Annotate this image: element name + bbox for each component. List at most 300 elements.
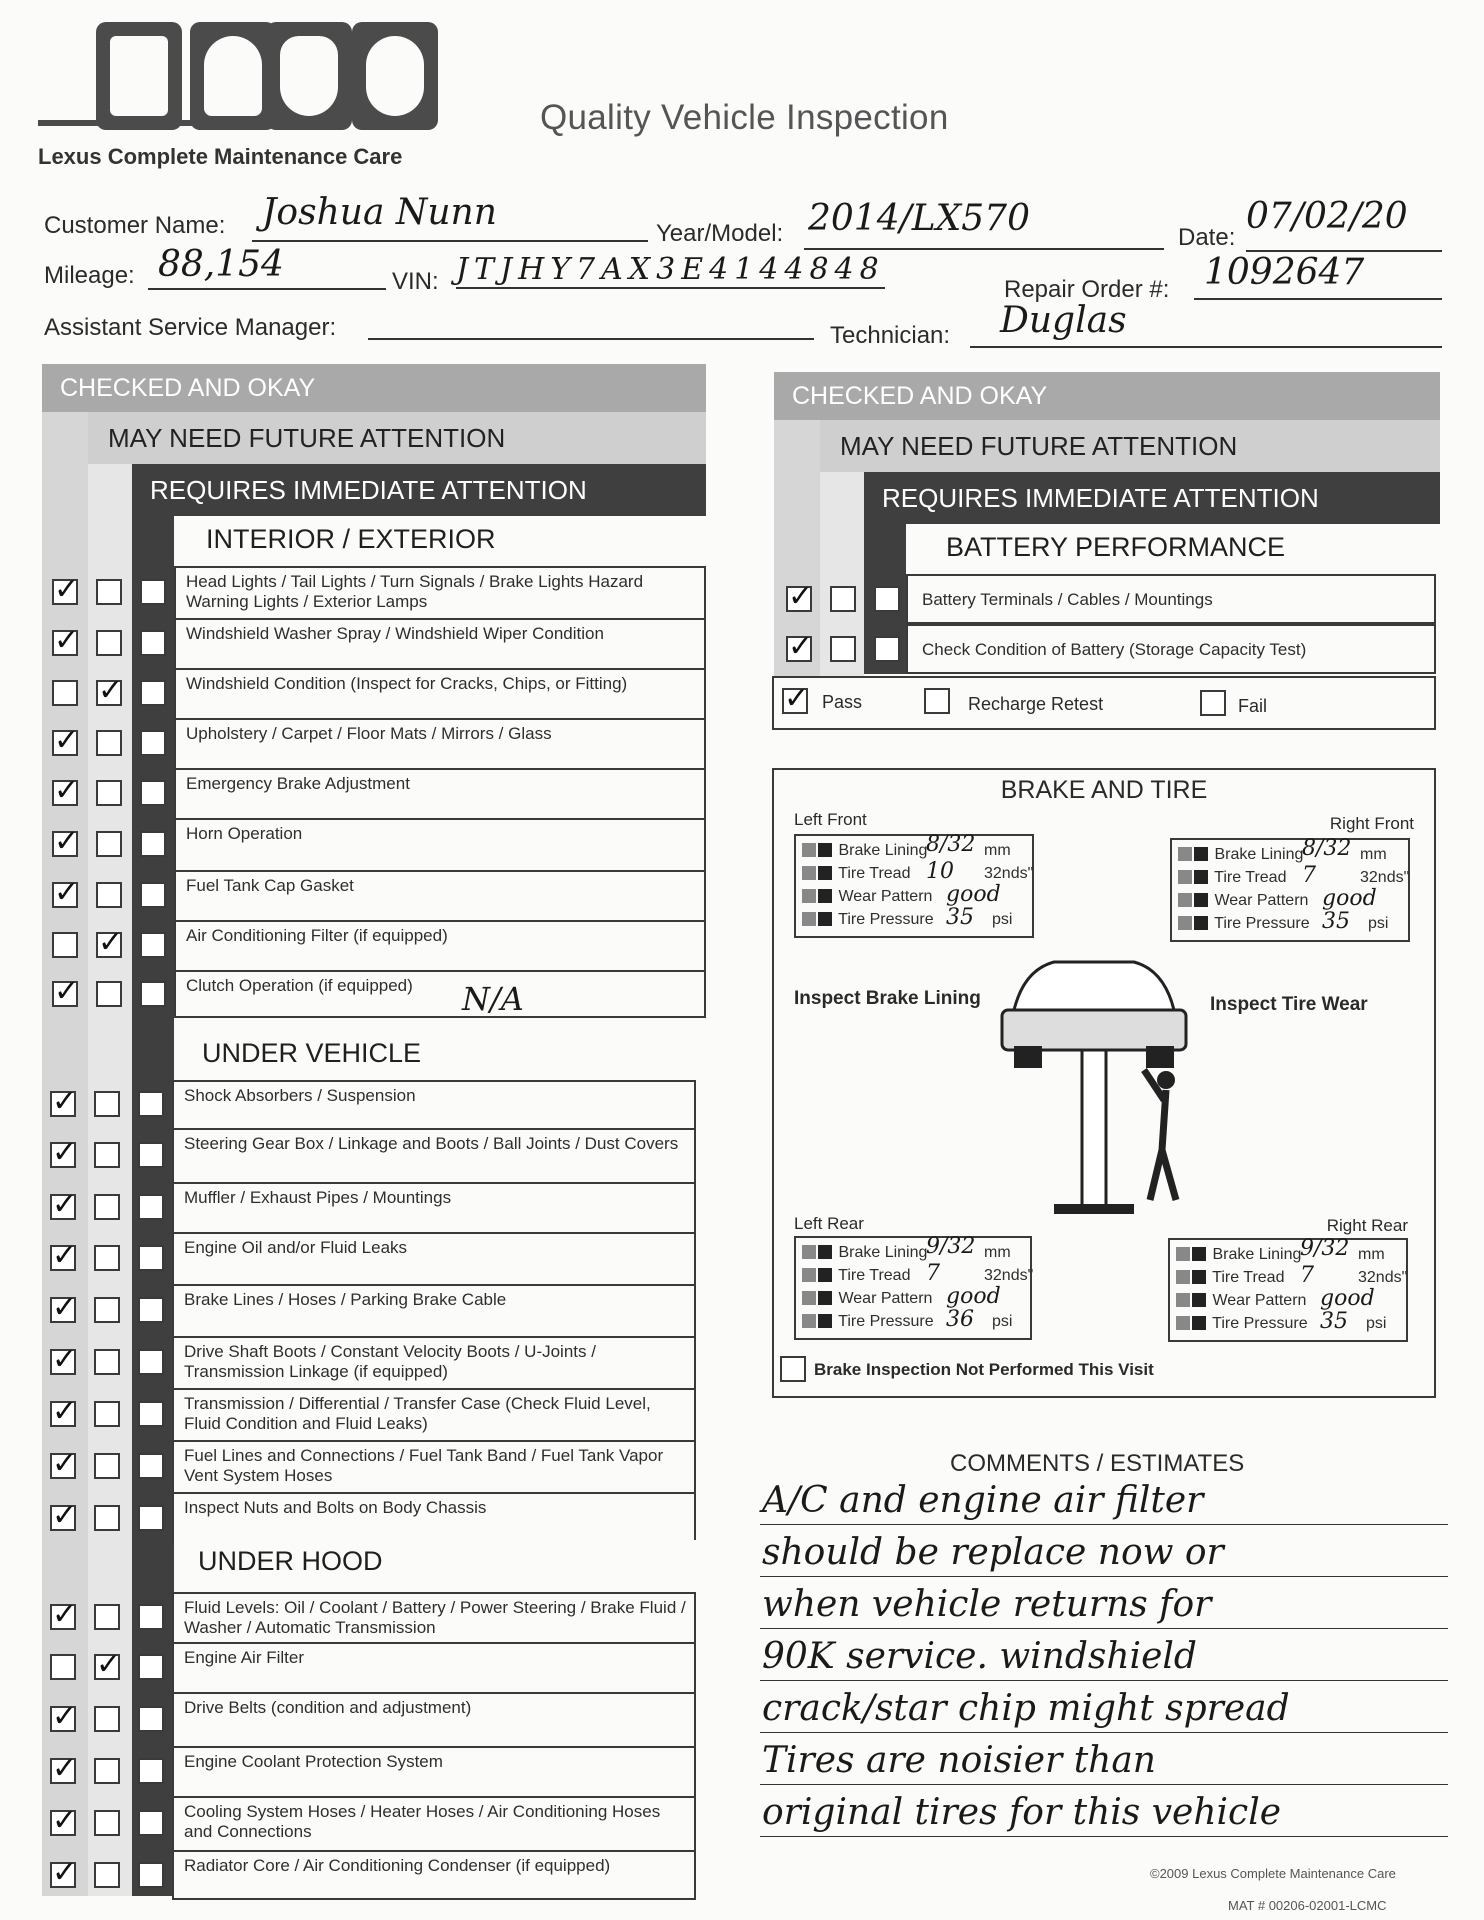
tire-tread-row [802, 1267, 910, 1285]
immediate-checkbox[interactable] [138, 1245, 164, 1271]
pass-check-mark: ✓ [784, 682, 810, 715]
comment-line-text[interactable]: Tires are noisier than [762, 1740, 1156, 1781]
immediate-checkbox[interactable] [138, 1505, 164, 1531]
left-front-box [794, 834, 1034, 938]
tire-field-label: Tire Tread [838, 865, 911, 882]
checklist-item-label: Fuel Lines and Connections / Fuel Tank Band / Fuel Tank Vapor Vent System Hoses [184, 1446, 664, 1485]
ok-checkbox[interactable] [50, 1654, 76, 1680]
future-checkbox[interactable] [94, 1142, 120, 1168]
immediate-checkbox[interactable] [138, 1297, 164, 1323]
tire-unit-label: psi [1368, 915, 1389, 932]
immediate-checkbox[interactable] [140, 932, 166, 958]
checklist-row [54, 768, 706, 818]
checked-square-icon [1176, 1316, 1190, 1330]
checklist-item-label: Fluid Levels: Oil / Coolant / Battery / Power Steering / Brake Fluid / Washer / Automatic Transmission [184, 1598, 686, 1637]
checklist-row [54, 870, 706, 920]
asm-label: Assistant Service Manager: [44, 314, 337, 341]
checked-square-icon [1178, 870, 1192, 884]
brake-tire-heading: BRAKE AND TIRE [1000, 776, 1208, 804]
brake-tire-panel [772, 768, 1436, 1398]
checked-square-icon [1176, 1270, 1190, 1284]
tire-pattern-value[interactable]: good [1320, 1286, 1375, 1311]
immediate-checkbox[interactable] [874, 586, 900, 612]
tire-field-label: Tire Pressure [838, 911, 934, 928]
tire-pattern-row [1176, 1292, 1306, 1310]
immediate-square-icon [1194, 870, 1208, 884]
checked-square-icon [802, 1268, 816, 1282]
checklist-item-label: Engine Coolant Protection System [184, 1752, 443, 1771]
comment-rule [760, 1524, 1448, 1525]
tire-lining-value[interactable]: 9/32 [926, 1234, 976, 1259]
tire-lining-row [1178, 846, 1303, 864]
comment-rule [760, 1680, 1448, 1681]
battery-row [788, 624, 1436, 674]
immediate-checkbox[interactable] [140, 579, 166, 605]
immediate-square-icon [818, 1268, 832, 1282]
drop-tile-icon [266, 22, 352, 130]
comment-line-text[interactable]: original tires for this vehicle [762, 1792, 1282, 1833]
technician-value[interactable]: Duglas [1000, 300, 1127, 341]
future-checkbox[interactable] [94, 1604, 120, 1630]
tire-field-label: Wear Pattern [1212, 1292, 1307, 1309]
tire-pattern-value[interactable]: good [946, 882, 1001, 907]
recharge-retest-checkbox[interactable] [924, 688, 950, 714]
battery-legend-checked: CHECKED AND OKAY [774, 372, 1440, 420]
right-rear-label: Right Rear [1326, 1216, 1408, 1235]
inspect-tire-wear-label: Inspect Tire Wear [1210, 994, 1368, 1015]
fail-checkbox[interactable] [1200, 690, 1226, 716]
future-checkbox[interactable] [94, 1862, 120, 1888]
tire-field-label: Brake Lining [838, 842, 928, 859]
check-mark: ✓ [98, 926, 124, 959]
future-checkbox[interactable] [94, 1505, 120, 1531]
immediate-square-icon [1194, 847, 1208, 861]
checked-square-icon [802, 1291, 816, 1305]
comment-line-text[interactable]: crack/star chip might spread [762, 1688, 1290, 1729]
tire-pressure-row [1176, 1315, 1308, 1333]
legend-immediate-band: REQUIRES IMMEDIATE ATTENTION [132, 464, 706, 516]
checklist-row [52, 1284, 696, 1336]
tire-lining-row [802, 1244, 927, 1262]
tire-tread-row [1178, 869, 1286, 887]
battery-item-label: Check Condition of Battery (Storage Capacity Test) [922, 640, 1307, 659]
future-checkbox[interactable] [94, 1297, 120, 1323]
customer-name-value[interactable]: Joshua Nunn [262, 192, 497, 233]
immediate-square-icon [818, 1291, 832, 1305]
checklist-row [54, 818, 706, 870]
mileage-value[interactable]: 88,154 [158, 244, 284, 285]
checklist-item-label: Drive Shaft Boots / Constant Velocity Boots / U-Joints / Transmission Linkage (if equipped) [184, 1342, 596, 1381]
logo-text: Lexus Complete Maintenance Care [38, 144, 403, 169]
logo-underline [38, 120, 318, 126]
future-checkbox[interactable] [94, 1706, 120, 1732]
immediate-checkbox[interactable] [138, 1706, 164, 1732]
tire-tread-value[interactable]: 7 [926, 1261, 940, 1286]
repair-order-label: Repair Order #: [1004, 276, 1170, 303]
check-mark: ✓ [52, 1343, 78, 1376]
date-label: Date: [1178, 224, 1236, 251]
tire-field-label: Tire Pressure [1212, 1315, 1308, 1332]
tire-pattern-value[interactable]: good [946, 1284, 1001, 1309]
checklist-row [54, 970, 706, 1018]
immediate-square-icon [818, 912, 832, 926]
check-mark: ✓ [52, 1804, 78, 1837]
tire-pressure-value[interactable]: 35 [1322, 909, 1350, 934]
checklist-row [52, 1492, 696, 1544]
immediate-square-icon [1192, 1247, 1206, 1261]
checked-square-icon [1176, 1247, 1190, 1261]
future-checkbox[interactable] [94, 1810, 120, 1836]
check-mark: ✓ [52, 1499, 78, 1532]
brake-not-performed-checkbox[interactable] [780, 1356, 806, 1382]
tire-pattern-row [802, 1290, 932, 1308]
immediate-checkbox[interactable] [140, 730, 166, 756]
repair-order-value[interactable]: 1092647 [1204, 252, 1365, 293]
battery-heading: BATTERY PERFORMANCE [946, 532, 1286, 562]
checklist-item-label: Cooling System Hoses / Heater Hoses / Air Conditioning Hoses and Connections [184, 1802, 661, 1841]
interior-exterior-heading: INTERIOR / EXTERIOR [206, 524, 496, 554]
checklist-row [52, 1692, 696, 1746]
right-rear-box [1168, 1238, 1408, 1342]
future-checkbox[interactable] [94, 1453, 120, 1479]
tire-pattern-row [802, 888, 932, 906]
future-checkbox[interactable] [94, 1245, 120, 1271]
wrench-tile-icon [96, 22, 182, 130]
vin-value[interactable]: JTJHY7AX3E4144848 [456, 252, 885, 287]
ok-checkbox[interactable] [52, 932, 78, 958]
check-mark: ✓ [52, 1085, 78, 1118]
right-front-box [1170, 838, 1410, 942]
immediate-checkbox[interactable] [138, 1758, 164, 1784]
check-mark: ✓ [98, 674, 124, 707]
checked-square-icon [1178, 893, 1192, 907]
check-mark: ✓ [54, 724, 80, 757]
checklist-item-label: Radiator Core / Air Conditioning Condenser (if equipped) [184, 1856, 611, 1875]
tire-field-label: Tire Tread [1212, 1269, 1285, 1286]
customer-name-line [252, 240, 648, 242]
immediate-checkbox[interactable] [874, 636, 900, 662]
tire-field-label: Tire Tread [838, 1267, 911, 1284]
immediate-square-icon [818, 1245, 832, 1259]
immediate-checkbox[interactable] [138, 1194, 164, 1220]
immediate-square-icon [1192, 1293, 1206, 1307]
checklist-row [54, 718, 706, 768]
year-model-line [804, 248, 1164, 250]
tire-field-label: Tire Tread [1214, 869, 1287, 886]
tire-pressure-row [1178, 915, 1310, 933]
checklist-item-label: Inspect Nuts and Bolts on Body Chassis [184, 1498, 487, 1517]
check-mark: ✓ [52, 1136, 78, 1169]
checked-square-icon [802, 1245, 816, 1259]
tire-unit-label: psi [992, 911, 1013, 928]
legend-checked-band: CHECKED AND OKAY [42, 364, 706, 412]
battery-legend-immediate: REQUIRES IMMEDIATE ATTENTION [864, 472, 1440, 524]
immediate-checkbox[interactable] [138, 1862, 164, 1888]
battery-legend-future: MAY NEED FUTURE ATTENTION [820, 420, 1440, 472]
checklist-item-label: Transmission / Differential / Transfer Case (Check Fluid Level, Fluid Condition and Fluid Leaks) [184, 1394, 651, 1433]
checklist-item-label: Head Lights / Tail Lights / Turn Signals / Brake Lights Hazard Warning Lights / Exterior Lamps [186, 572, 644, 611]
check-mark: ✓ [788, 580, 814, 613]
mileage-line [148, 288, 386, 290]
tire-field-label: Brake Lining [838, 1244, 928, 1261]
tire-tread-value[interactable]: 7 [1302, 863, 1316, 888]
check-mark: ✓ [52, 1395, 78, 1428]
check-mark: ✓ [54, 774, 80, 807]
tire-unit-label: 32nds" [984, 865, 1034, 882]
checklist-item-label: Drive Belts (condition and adjustment) [184, 1698, 472, 1717]
tire-pressure-row [802, 1313, 934, 1331]
immediate-checkbox[interactable] [140, 680, 166, 706]
immediate-square-icon [1192, 1270, 1206, 1284]
asm-line [368, 338, 814, 340]
checklist-item-label: Emergency Brake Adjustment [186, 774, 410, 793]
mat-number: MAT # 00206-02001-LCMC [1228, 1898, 1387, 1913]
tire-unit-label: mm [984, 842, 1011, 859]
future-checkbox[interactable] [94, 1194, 120, 1220]
check-mark: ✓ [54, 975, 80, 1008]
ok-checkbox[interactable] [52, 680, 78, 706]
fail-label: Fail [1238, 696, 1268, 716]
check-mark: ✓ [52, 1598, 78, 1631]
left-rear-label: Left Rear [794, 1214, 864, 1233]
immediate-square-icon [1192, 1316, 1206, 1330]
future-checkbox[interactable] [96, 780, 122, 806]
future-checkbox[interactable] [96, 630, 122, 656]
checklist-row [54, 618, 706, 668]
check-mark: ✓ [52, 1856, 78, 1889]
tire-pressure-value[interactable]: 35 [1320, 1309, 1348, 1334]
tire-field-label: Wear Pattern [1214, 892, 1309, 909]
checklist-item-label: Horn Operation [186, 824, 303, 843]
under-hood-heading: UNDER HOOD [198, 1546, 383, 1576]
tire-unit-label: 32nds" [984, 1267, 1034, 1284]
tire-unit-label: 32nds" [1360, 869, 1410, 886]
immediate-checkbox[interactable] [138, 1654, 164, 1680]
check-mark: ✓ [54, 825, 80, 858]
checklist-item-label: Engine Air Filter [184, 1648, 304, 1667]
car-on-lift-illustration [994, 950, 1194, 1220]
recharge-retest-label: Recharge Retest [968, 694, 1104, 714]
tire-field-label: Tire Pressure [838, 1313, 934, 1330]
future-checkbox[interactable] [94, 1349, 120, 1375]
checked-square-icon [802, 889, 816, 903]
checklist-item-label: Shock Absorbers / Suspension [184, 1086, 416, 1105]
tire-field-label: Brake Lining [1214, 846, 1304, 863]
check-mark: ✓ [52, 1188, 78, 1221]
check-mark: ✓ [52, 1239, 78, 1272]
year-model-label: Year/Model: [656, 220, 784, 247]
oil-tile-icon [352, 22, 438, 130]
immediate-square-icon [1194, 893, 1208, 907]
future-checkbox[interactable] [96, 981, 122, 1007]
tire-tread-value[interactable]: 7 [1300, 1263, 1314, 1288]
customer-name-label: Customer Name: [44, 212, 226, 239]
comments-heading: COMMENTS / ESTIMATES [950, 1450, 1245, 1477]
pass-label: Pass [822, 692, 863, 712]
immediate-square-icon [818, 866, 832, 880]
check-mark: ✓ [54, 624, 80, 657]
clutch-na-note: N/A [462, 980, 524, 1018]
tire-lining-value[interactable]: 8/32 [926, 832, 976, 857]
checklist-item-label: Upholstery / Carpet / Floor Mats / Mirrors / Glass [186, 724, 552, 743]
checklist-item-label: Air Conditioning Filter (if equipped) [186, 926, 448, 945]
checklist-row [98, 920, 706, 970]
immediate-checkbox[interactable] [140, 981, 166, 1007]
inspect-brake-lining-label: Inspect Brake Lining [794, 988, 981, 1009]
tire-pressure-row [802, 911, 934, 929]
checklist-item-label: Clutch Operation (if equipped) [186, 976, 413, 995]
check-mark: ✓ [52, 1700, 78, 1733]
future-checkbox[interactable] [94, 1091, 120, 1117]
checked-square-icon [802, 843, 816, 857]
tire-pressure-value[interactable]: 35 [946, 905, 974, 930]
immediate-checkbox[interactable] [140, 882, 166, 908]
future-checkbox[interactable] [96, 882, 122, 908]
comment-rule [760, 1576, 1448, 1577]
future-checkbox[interactable] [94, 1401, 120, 1427]
tire-field-label: Wear Pattern [838, 888, 933, 905]
comment-rule [760, 1784, 1448, 1785]
checklist-row [52, 1128, 696, 1182]
brake-not-performed-label: Brake Inspection Not Performed This Visit [814, 1360, 1154, 1379]
year-model-value[interactable]: 2014/LX570 [808, 198, 1030, 239]
tire-unit-label: mm [1360, 846, 1387, 863]
tire-field-label: Wear Pattern [838, 1290, 933, 1307]
flask-tile-icon [190, 22, 276, 130]
checklist-item-label: Engine Oil and/or Fluid Leaks [184, 1238, 408, 1257]
tire-tread-row [1176, 1269, 1284, 1287]
tire-unit-label: psi [1366, 1315, 1387, 1332]
future-checkbox[interactable] [96, 730, 122, 756]
immediate-checkbox[interactable] [138, 1091, 164, 1117]
technician-label: Technician: [830, 322, 951, 349]
checked-square-icon [802, 1314, 816, 1328]
technician-line [970, 346, 1442, 348]
check-mark: ✓ [52, 1291, 78, 1324]
checked-square-icon [1178, 916, 1192, 930]
immediate-square-icon [818, 1314, 832, 1328]
mileage-label: Mileage: [44, 262, 135, 289]
checklist-row [96, 1642, 696, 1692]
checked-square-icon [1178, 847, 1192, 861]
immediate-square-icon [818, 889, 832, 903]
immediate-checkbox[interactable] [138, 1349, 164, 1375]
tire-unit-label: psi [992, 1313, 1013, 1330]
tire-field-label: Tire Pressure [1214, 915, 1310, 932]
checklist-item-label: Muffler / Exhaust Pipes / Mountings [184, 1188, 452, 1207]
date-value[interactable]: 07/02/20 [1246, 196, 1408, 237]
checklist-item-label: Windshield Condition (Inspect for Cracks, Chips, or Fitting) [186, 674, 628, 693]
tire-field-label: Brake Lining [1212, 1246, 1302, 1263]
battery-item-label: Battery Terminals / Cables / Mountings [922, 590, 1213, 609]
checklist-row [52, 1232, 696, 1284]
tire-unit-label: mm [984, 1244, 1011, 1261]
immediate-square-icon [818, 843, 832, 857]
checklist-row [52, 1440, 696, 1492]
check-mark: ✓ [54, 573, 80, 606]
checklist-row [52, 1388, 696, 1440]
tire-pressure-value[interactable]: 36 [946, 1307, 974, 1332]
vin-label: VIN: [392, 268, 439, 295]
tire-pattern-row [1178, 892, 1308, 910]
immediate-checkbox[interactable] [140, 630, 166, 656]
future-checkbox[interactable] [94, 1758, 120, 1784]
immediate-checkbox[interactable] [138, 1810, 164, 1836]
comment-line-text[interactable]: should be replace now or [762, 1532, 1224, 1573]
future-checkbox[interactable] [96, 579, 122, 605]
checked-square-icon [802, 912, 816, 926]
left-front-label: Left Front [794, 810, 867, 829]
tire-lining-row [802, 842, 927, 860]
repair-order-line [1194, 298, 1442, 300]
tire-tread-row [802, 865, 910, 883]
comment-rule [760, 1732, 1448, 1733]
checklist-row [98, 668, 706, 718]
checklist-row [52, 1336, 696, 1388]
right-front-label: Right Front [1329, 814, 1414, 833]
checklist-row [52, 1850, 696, 1900]
comment-line-text[interactable]: A/C and engine air filter [762, 1480, 1204, 1521]
checklist-row [54, 566, 706, 618]
check-mark: ✓ [52, 1447, 78, 1480]
immediate-checkbox[interactable] [138, 1401, 164, 1427]
future-checkbox[interactable] [830, 636, 856, 662]
tire-lining-value[interactable]: 9/32 [1300, 1236, 1350, 1261]
battery-result-row [772, 676, 1436, 730]
tire-unit-label: 32nds" [1358, 1269, 1408, 1286]
check-mark: ✓ [52, 1752, 78, 1785]
immediate-checkbox[interactable] [138, 1604, 164, 1630]
copyright-text: ©2009 Lexus Complete Maintenance Care [1150, 1866, 1396, 1881]
immediate-checkbox[interactable] [140, 780, 166, 806]
check-mark: ✓ [54, 876, 80, 909]
checklist-item-label: Windshield Washer Spray / Windshield Wiper Condition [186, 624, 604, 643]
checklist-row [52, 1746, 696, 1796]
future-checkbox[interactable] [96, 831, 122, 857]
immediate-checkbox[interactable] [138, 1142, 164, 1168]
checklist-item-label: Steering Gear Box / Linkage and Boots / Ball Joints / Dust Covers [184, 1134, 679, 1153]
legend-future-band: MAY NEED FUTURE ATTENTION [88, 412, 706, 464]
comment-rule [760, 1836, 1448, 1837]
checked-square-icon [802, 866, 816, 880]
checklist-row [52, 1080, 696, 1128]
checklist-row [52, 1592, 696, 1642]
checklist-row [52, 1796, 696, 1850]
under-vehicle-heading: UNDER VEHICLE [202, 1038, 422, 1068]
checklist-item-label: Fuel Tank Cap Gasket [186, 876, 354, 895]
battery-row [788, 574, 1436, 624]
checked-square-icon [1176, 1293, 1190, 1307]
immediate-square-icon [1194, 916, 1208, 930]
tire-lining-value[interactable]: 8/32 [1302, 836, 1352, 861]
comment-rule [760, 1628, 1448, 1629]
check-mark: ✓ [96, 1648, 122, 1681]
future-checkbox[interactable] [830, 586, 856, 612]
immediate-checkbox[interactable] [138, 1453, 164, 1479]
left-rear-box [794, 1236, 1032, 1340]
immediate-checkbox[interactable] [140, 831, 166, 857]
comment-line-text[interactable]: 90K service. windshield [762, 1636, 1197, 1677]
comment-line-text[interactable]: when vehicle returns for [762, 1584, 1212, 1625]
page-title: Quality Vehicle Inspection [540, 98, 949, 137]
tire-unit-label: mm [1358, 1246, 1385, 1263]
tire-tread-value[interactable]: 10 [926, 859, 954, 884]
checklist-item-label: Brake Lines / Hoses / Parking Brake Cable [184, 1290, 507, 1309]
tire-lining-row [1176, 1246, 1301, 1264]
checklist-row [52, 1182, 696, 1232]
check-mark: ✓ [788, 630, 814, 663]
tire-pattern-value[interactable]: good [1322, 886, 1377, 911]
